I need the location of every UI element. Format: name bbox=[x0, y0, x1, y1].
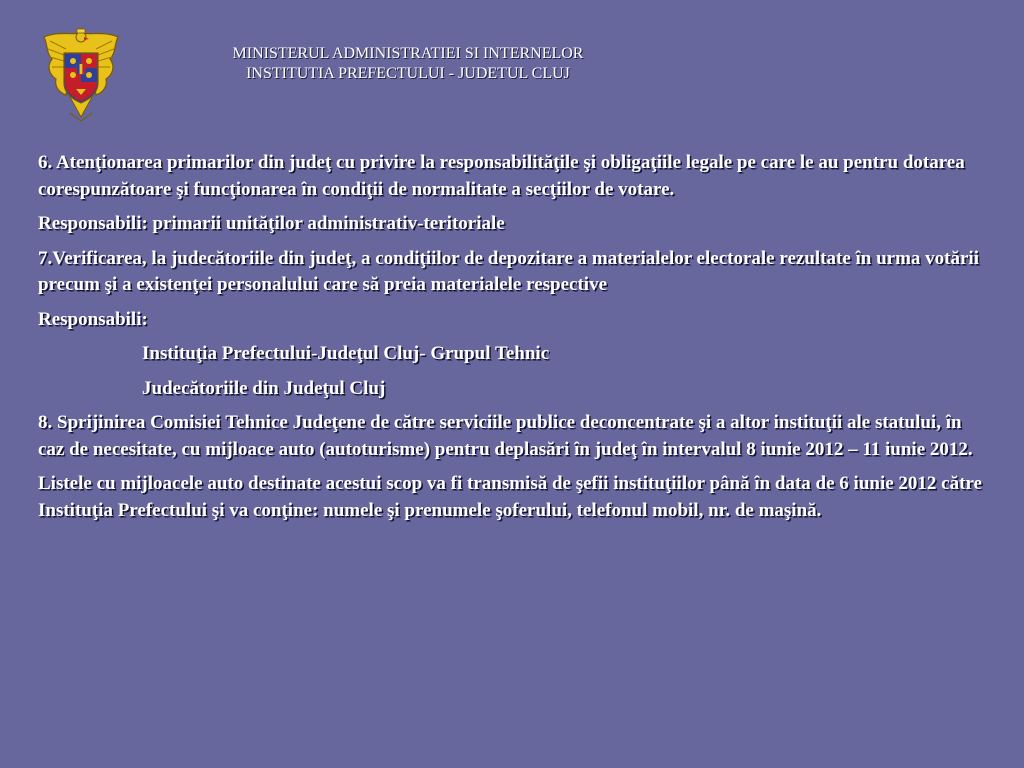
prefecture-title: INSTITUTIA PREFECTULUI - JUDETUL CLUJ bbox=[246, 65, 570, 82]
romania-coat-of-arms-icon bbox=[40, 27, 122, 123]
responsible-heading: Responsabili: bbox=[38, 308, 148, 330]
responsible-mayors: Responsabili: primarii unităţilor administrativ-teritoriale bbox=[38, 213, 505, 234]
ministry-title: MINISTERUL ADMINISTRATIEI SI INTERNELOR bbox=[232, 45, 584, 62]
item-8-paragraph: 8. Sprijinirea Comisiei Tehnice Judeţene de către serviciile publice deconcentrate şi a altor instituţii ale statului, în caz de necesitate, cu mijloace auto (autoturisme) pentru deplasări în judeţ în intervalul 8 iunie 2012 – 11 iunie 2012. bbox=[38, 412, 973, 460]
responsible-courts: Judecătoriile din Judeţul Cluj bbox=[142, 377, 386, 399]
responsible-prefecture: Instituţia Prefectului-Judeţul Cluj- Grupul Tehnic bbox=[142, 343, 550, 364]
coat-of-arms-graphic bbox=[40, 27, 122, 123]
slide-body bbox=[38, 150, 988, 532]
item-6-paragraph: 6. Atenţionarea primarilor din judeţ cu privire la responsabilităţile şi obligaţiile legale pe care le au pentru dotarea corespunzătoare şi funcţionarea în condiţii de normalitate a secţiilor de votare. bbox=[38, 152, 965, 200]
item-7-paragraph: 7.Verificarea, la judecătoriile din judeţ, a condiţiilor de depozitare a materialelor electorale rezultate în urma votării precum şi a existenţei personalului care să preia materialele respective bbox=[38, 247, 979, 295]
vehicle-lists-paragraph: Listele cu mijloacele auto destinate acestui scop va fi transmisă de şefii instituţiilor până în data de 6 iunie 2012 către Instituţia Prefectului şi va conţine: numele şi prenumele şoferului, telefonul mobil, nr. de maşină. bbox=[38, 473, 982, 521]
header bbox=[130, 44, 686, 84]
